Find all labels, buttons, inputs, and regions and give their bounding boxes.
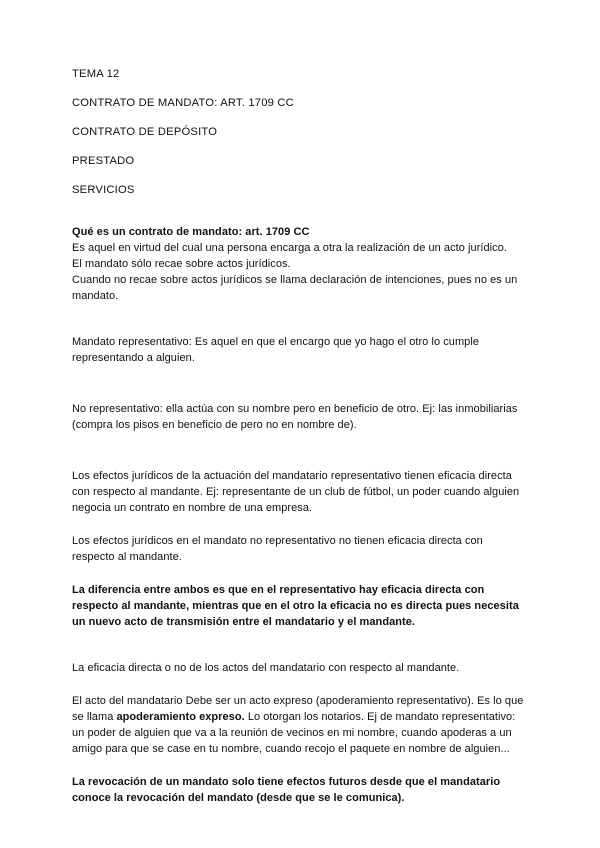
paragraph-eficacia: La eficacia directa o no de los actos del mandatario con respecto al mandante. (72, 662, 460, 674)
section-title: Qué es un contrato de mandato: art. 1709 CC (72, 226, 310, 238)
acto-text-after: Lo otorgan los notarios. Ej de mandato representativo: un poder de alguien que va a la reunión de vecinos en mi nombre, cuando apoderas a un amigo para que se case en tu nombre, cuando recojo el paquete en nombre de alguien... (72, 711, 516, 755)
heading-list (72, 68, 528, 197)
definition-line: Es aquel en virtud del cual una persona encarga a otra la realización de un acto jurídico. (72, 242, 507, 254)
heading-prestado: PRESTADO (72, 155, 135, 167)
heading-contrato-mandato: CONTRATO DE MANDATO: ART. 1709 CC (72, 97, 294, 109)
heading-tema: TEMA 12 (72, 68, 120, 80)
paragraph-revocacion: La revocación de un mandato solo tiene efectos futuros desde que el mandatario conoce la revocación del mandato (desde que se le comunica). (72, 776, 501, 804)
paragraph-efectos-representativo: Los efectos jurídicos de la actuación del mandatario representativo tienen eficacia directa con respecto al mandante. Ej: representante de un club de fútbol, un poder cuando alguien negocia un contrato en nombre de una empresa. (72, 470, 520, 514)
intentions-line: Cuando no recae sobre actos jurídicos se llama declaración de intenciones, pues no es un mandato. (72, 274, 518, 302)
paragraph-mandato-representativo: Mandato representativo: Es aquel en que el encargo que yo hago el otro lo cumple representando a alguien. (72, 336, 479, 364)
heading-servicios: SERVICIOS (72, 184, 135, 196)
scope-line: El mandato sólo recae sobre actos jurídicos. (72, 258, 291, 270)
paragraph-diferencia: La diferencia entre ambos es que en el representativo hay eficacia directa con respecto al mandante, mientras que en el otro la eficacia no es directa pues necesita un nuevo acto de transmisión entre el mandatario y el mandante. (72, 584, 519, 628)
heading-contrato-deposito: CONTRATO DE DEPÓSITO (72, 126, 218, 138)
paragraph-efectos-no-representativo: Los efectos jurídicos en el mandato no representativo no tienen eficacia directa con respecto al mandante. (72, 535, 483, 563)
paragraph-no-representativo: No representativo: ella actúa con su nombre pero en beneficio de otro. Ej: las inmobiliarias (compra los pisos en beneficio de pero no en nombre de). (72, 403, 518, 431)
acto-text-before: El acto del mandatario Debe ser un acto expreso (apoderamiento representativo). Es lo que se llama (72, 695, 524, 723)
paragraph-acto-expreso (72, 693, 528, 757)
section-que-es-mandato (72, 224, 528, 304)
acto-text-bold: apoderamiento expreso. (116, 711, 245, 723)
